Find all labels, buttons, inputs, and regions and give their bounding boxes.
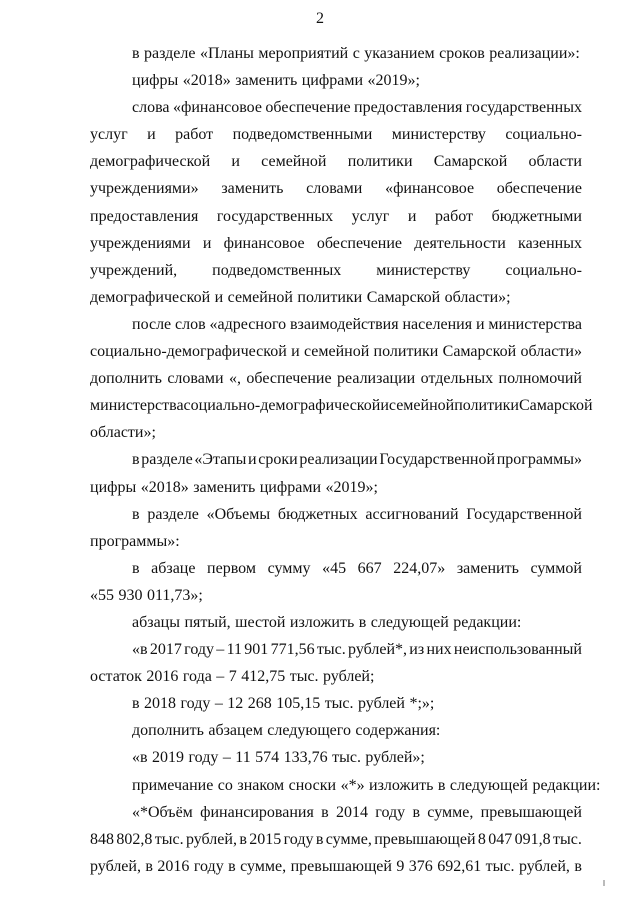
word: 2014 (336, 803, 368, 821)
word: 848 (90, 830, 114, 848)
word: слов (175, 315, 206, 333)
word: в (132, 451, 140, 469)
word: 376 (408, 857, 433, 875)
word: в (132, 505, 140, 523)
word: социально- (505, 126, 582, 144)
word: из (409, 641, 425, 659)
word: году (188, 749, 219, 767)
word: 2017 (149, 641, 182, 659)
word: превышающей (374, 830, 476, 848)
word: знаком (237, 776, 285, 794)
word: словами (306, 180, 363, 198)
word: в (321, 803, 329, 821)
word: 268 (247, 695, 272, 713)
word: «в (132, 749, 148, 767)
word: в (315, 830, 324, 848)
word: 12 (227, 695, 244, 713)
word: мероприятий (258, 45, 349, 62)
text-line (90, 853, 582, 880)
word: в (132, 695, 140, 713)
word: следующего (267, 722, 351, 740)
word: 2015 (249, 830, 282, 848)
word: рублей, (185, 830, 237, 848)
word: 901 (244, 641, 269, 659)
word: шестой (235, 613, 286, 631)
text-line (90, 636, 582, 663)
word: финансовое (223, 234, 305, 252)
word: пятый, (184, 613, 231, 631)
word: 047 (488, 830, 513, 848)
word: следующей (370, 613, 449, 631)
word: указанием (364, 45, 435, 62)
scan-artifact-mark (603, 880, 605, 886)
text-line (90, 609, 582, 636)
word: заменить (456, 559, 519, 577)
word: в (132, 559, 140, 577)
word: тыс. (332, 749, 361, 767)
word: с (352, 45, 360, 62)
word: суммой (530, 559, 582, 577)
word: финансирования (200, 803, 314, 821)
word: сроки (258, 451, 298, 469)
word: взаимодействия (290, 315, 399, 333)
word: – (216, 641, 225, 659)
text-line (90, 717, 582, 744)
word: рублей*, (348, 641, 407, 659)
word: заменить (221, 180, 284, 198)
text-line (90, 772, 601, 799)
word: «в (132, 641, 148, 659)
text-line (90, 690, 582, 717)
word: – (214, 695, 223, 713)
word: семейной (388, 397, 455, 415)
word: рублей (358, 695, 405, 713)
word: политики (297, 288, 363, 306)
word: Самарской (519, 397, 593, 415)
word: сумме, (325, 830, 372, 848)
word: в (239, 830, 247, 848)
word: 802,8 (116, 830, 153, 848)
word: 8 (477, 830, 486, 848)
word: остаток (90, 668, 142, 686)
word: 11 (235, 749, 251, 767)
word: *;»; (409, 695, 435, 713)
word: цифрами (301, 72, 363, 90)
word: министерству (376, 261, 471, 279)
word: абзацы (132, 613, 180, 631)
word: 11 (226, 641, 242, 659)
word: Государственной (466, 505, 582, 523)
page-number: 2 (316, 10, 324, 27)
word: отдельных (420, 370, 494, 388)
word: цифрами (259, 478, 321, 496)
word: году (184, 641, 214, 659)
text-line (90, 528, 582, 555)
word: «Объемы (206, 505, 271, 523)
word: 2016 (146, 668, 179, 686)
word: Самарской (442, 343, 517, 361)
word: «, (228, 370, 241, 388)
word: предоставления (354, 99, 463, 117)
text-line (90, 230, 582, 257)
word: «финансовое (385, 180, 475, 198)
word: 224,07» (393, 559, 446, 577)
word: году (283, 830, 314, 848)
word: Самарской (366, 288, 441, 306)
word: «45 (322, 559, 347, 577)
word: бюджетных (277, 505, 358, 523)
word: 930 (118, 586, 143, 604)
word: тыс. (154, 830, 184, 848)
word: социально-демографической (183, 397, 381, 415)
word: 2018 (144, 695, 177, 713)
word: политики (347, 153, 413, 171)
word: обеспечение (246, 370, 332, 388)
word: и (248, 451, 257, 469)
word: «2018» (182, 72, 231, 90)
text-line (90, 365, 582, 392)
word: политики (454, 397, 519, 415)
word: сноски (288, 776, 337, 794)
word: реализации»: (489, 45, 580, 62)
word: семейной (261, 153, 327, 171)
word: и (380, 397, 389, 415)
word: и (407, 207, 417, 225)
word: услуг (90, 126, 128, 144)
word: рублей, (518, 857, 570, 875)
word: тыс. (485, 857, 515, 875)
word: 2019 (152, 749, 185, 767)
word: 091,8 (514, 830, 551, 848)
text-line (90, 501, 582, 528)
word: рублей; (323, 668, 375, 686)
word: «Этапы (194, 451, 247, 469)
word: слова (132, 99, 170, 117)
word: обеспечение (265, 99, 351, 117)
word: учреждениями» (90, 180, 199, 198)
word: и (147, 126, 156, 144)
word: неиспользованный (453, 641, 582, 659)
word: казенных (518, 234, 582, 252)
text-line (90, 555, 582, 582)
word: заменить (235, 72, 298, 90)
word: области»; (90, 424, 156, 442)
word: в (228, 857, 236, 875)
word: первом (207, 559, 256, 577)
text-line (90, 419, 582, 446)
text-line (90, 94, 582, 121)
word: рублей»; (365, 749, 425, 767)
word: «Планы (199, 45, 254, 62)
word: тыс. (324, 695, 354, 713)
word: изложить (289, 613, 355, 631)
word: сумму (267, 559, 311, 577)
word: учреждений, (90, 261, 178, 279)
word: сумме, (240, 857, 287, 875)
word: бюджетными (491, 207, 582, 225)
word: 412,75 (241, 668, 286, 686)
word: в (145, 857, 153, 875)
word: семейной (303, 343, 370, 361)
word: государственных (465, 99, 582, 117)
word: году (180, 695, 211, 713)
text-line (90, 257, 582, 284)
text-line (90, 284, 582, 311)
text-line (90, 744, 582, 771)
text-line (90, 40, 582, 67)
word: «55 (90, 586, 114, 604)
text-line (90, 148, 582, 175)
word: сумме, (427, 803, 474, 821)
word: подведомственных (212, 261, 342, 279)
word: в (132, 45, 140, 62)
word: редакции: (453, 613, 522, 631)
word: полномочий (498, 370, 582, 388)
word: семейной (227, 288, 293, 306)
word: «2019»; (325, 478, 378, 496)
word: реализации (299, 451, 378, 469)
word: и (475, 315, 485, 333)
word: дополнить (90, 370, 162, 388)
word: министерству (391, 126, 486, 144)
word: государственных (216, 207, 334, 225)
word: в (437, 776, 446, 794)
word: программы» (496, 451, 582, 469)
word: министерства (90, 397, 184, 415)
word: Государственной (379, 451, 496, 469)
word: дополнить (132, 722, 204, 740)
word: 9 (396, 857, 405, 875)
word: услуг (351, 207, 390, 225)
word: политики (373, 343, 439, 361)
word: разделе (147, 505, 199, 523)
word: в (412, 803, 420, 821)
word: предоставления (90, 207, 199, 225)
word: социально- (505, 261, 582, 279)
word: после (132, 315, 172, 333)
word: превышающей (290, 857, 392, 875)
text-line (90, 67, 582, 94)
word: «*Объём (132, 803, 193, 821)
word: примечание (132, 776, 214, 794)
word: реализации (337, 370, 416, 388)
word: тыс. (553, 830, 582, 848)
word: разделе (144, 45, 196, 62)
word: в (358, 613, 367, 631)
word: Самарской (433, 153, 508, 171)
word: области»; (444, 288, 511, 306)
word: них (426, 641, 452, 659)
word: демографической (90, 288, 211, 306)
word: подведомственными (232, 126, 373, 144)
word: области» (520, 343, 582, 361)
text-line (90, 799, 582, 826)
document-body (90, 40, 601, 880)
word: сроков (439, 45, 485, 62)
text-line (90, 446, 582, 473)
word: и (202, 234, 212, 252)
text-line (90, 338, 582, 365)
word: года (182, 668, 212, 686)
word: цифры (132, 72, 179, 90)
word: 2016 (157, 857, 190, 875)
word: «2019»; (367, 72, 420, 90)
word: «финансовое (172, 99, 262, 117)
word: 771,56 (270, 641, 315, 659)
word: редакции: (532, 776, 601, 794)
word: цифры (90, 478, 137, 496)
word: программы»: (90, 532, 180, 550)
word: 692,61 (437, 857, 482, 875)
word: словами (167, 370, 224, 388)
word: тыс. (289, 668, 319, 686)
word: тыс. (316, 641, 346, 659)
word: – (216, 668, 225, 686)
word: рублей, (90, 857, 141, 875)
word: области (528, 153, 582, 171)
word: заменить (193, 478, 256, 496)
text-line (90, 392, 593, 419)
word: 105,15 (276, 695, 321, 713)
word: и (231, 153, 240, 171)
word: министерства (488, 315, 582, 333)
word: разделе (141, 451, 193, 469)
word: 011,73»; (146, 586, 203, 604)
word: и (214, 288, 224, 306)
word: демографической (90, 153, 211, 171)
word: учреждениями (90, 234, 191, 252)
word: содержания: (355, 722, 441, 740)
word: следующей (449, 776, 528, 794)
word: со (217, 776, 233, 794)
word: социально-демографической (90, 343, 287, 361)
text-line (90, 582, 582, 609)
word: работ (175, 126, 214, 144)
word: обеспечение (496, 180, 582, 198)
word: населения (402, 315, 473, 333)
word: году (375, 803, 406, 821)
word: «*» (340, 776, 365, 794)
text-line (90, 121, 582, 148)
word: обеспечение (316, 234, 403, 252)
word: абзацем (208, 722, 263, 740)
word: 133,76 (283, 749, 328, 767)
word: 667 (357, 559, 382, 577)
word: году (193, 857, 224, 875)
text-line (90, 311, 582, 338)
word: работ (434, 207, 474, 225)
word: изложить (369, 776, 434, 794)
word: 7 (228, 668, 237, 686)
word: 574 (255, 749, 280, 767)
word: ассигнований (365, 505, 459, 523)
text-line (90, 663, 582, 690)
word: – (222, 749, 231, 767)
word: «адресного (209, 315, 287, 333)
text-line (90, 826, 582, 853)
text-line (90, 203, 582, 230)
word: в (574, 857, 582, 875)
text-line (90, 175, 582, 202)
word: «2018» (140, 478, 189, 496)
word: превышающей (480, 803, 582, 821)
text-line (90, 474, 582, 501)
word: и (291, 343, 300, 361)
word: деятельности (414, 234, 506, 252)
word: абзаце (151, 559, 196, 577)
